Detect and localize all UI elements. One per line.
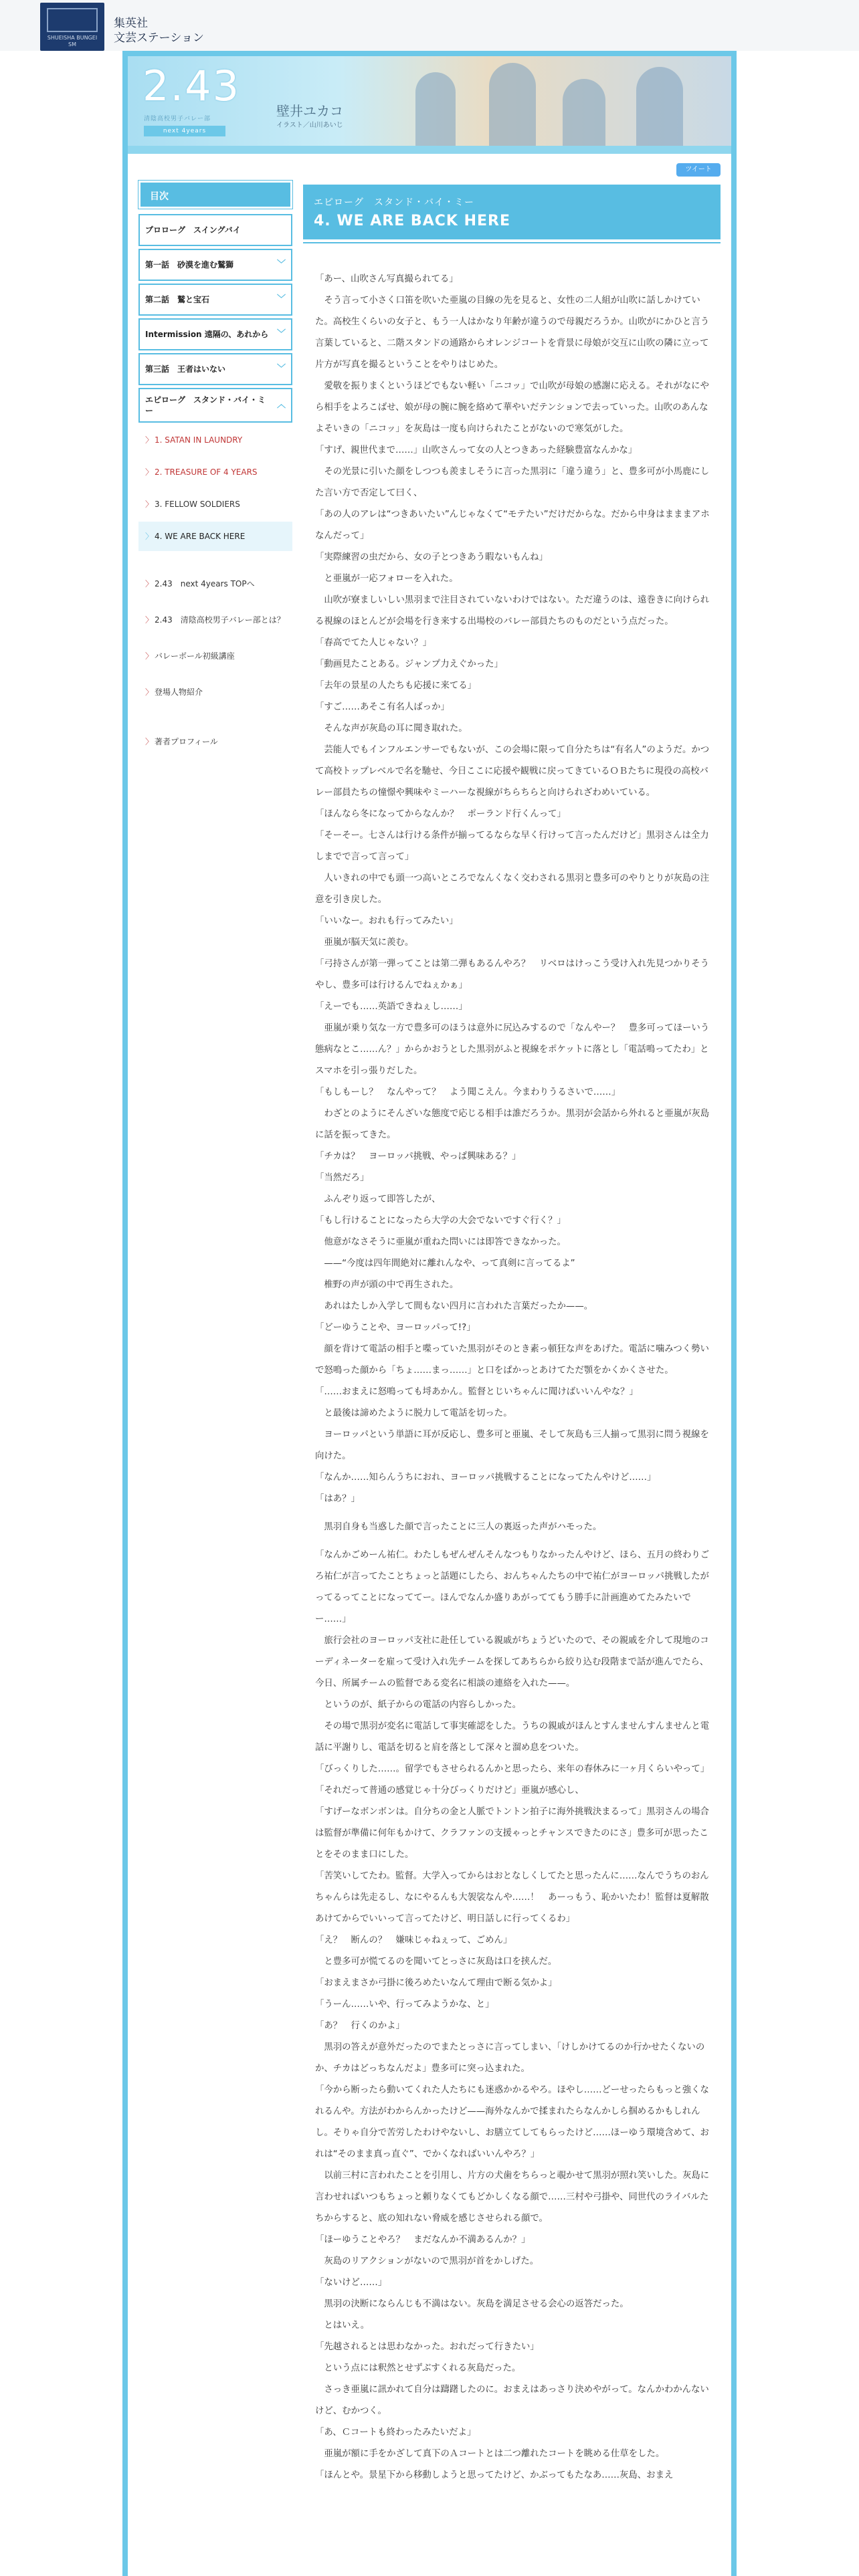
- story-paragraph: 「びっくりした……。留学でもさせられるんかと思ったら、来年の春休みに一ヶ月くらいやって」: [315, 1764, 710, 1774]
- page-body: [128, 56, 731, 2576]
- site-name-line1: 集英社: [114, 17, 148, 30]
- story-text: [315, 269, 710, 2486]
- story-paragraph: 「動画見たことある。ジャンプ力えぐかった」: [315, 659, 503, 669]
- toc-chapter-2[interactable]: [138, 284, 292, 316]
- story-paragraph: さっき亜嵐に訊かれて自分は躊躇したのに。おまえはあっさり決めやがって。なんかわかんないけど、むかつく。: [315, 2385, 709, 2416]
- toc-chapter-3[interactable]: [138, 353, 292, 385]
- main-band: [122, 51, 737, 2576]
- link-top[interactable]: [138, 567, 292, 601]
- story-paragraph: という点には釈然とせずぶすくれる灰島だった。: [315, 2363, 521, 2373]
- arrow-right-icon: 〉: [145, 579, 154, 588]
- story-paragraph: 椎野の声が頭の中で再生された。: [315, 1280, 459, 1290]
- story-paragraph: 「すげーなボンボンは。自分ちの金と人脈でトントン拍子に海外挑戦決まるって」黒羽さんの場合は監督が準備に何年もかけて、クラファンの支援ゃっとチャンスできたのにさ」豊多可が思ったことをそのまま口にした。: [315, 1807, 709, 1860]
- banner-figure: [563, 79, 605, 146]
- arrow-right-icon: 〉: [145, 500, 154, 509]
- story-paragraph: 黒羽自身も当惑した顔で言ったことに三人の裏返った声がハモった。: [315, 1522, 602, 1532]
- story-paragraph: 「なんか……知らんうちにおれ、ヨーロッパ挑戦することになってたんやけど……」: [315, 1473, 656, 1483]
- toc-chapter-label: 第三話 王者はいない: [145, 364, 226, 374]
- shueisha-logo[interactable]: [40, 3, 104, 51]
- story-paragraph: 亜嵐が脳天気に羨む。: [315, 938, 414, 948]
- arrow-right-icon: 〉: [145, 615, 154, 625]
- site-name-line2: 文芸ステーション: [114, 31, 204, 45]
- story-paragraph: 「あ？ 行くのかよ」: [315, 2021, 405, 2031]
- story-paragraph: 「そーそー。七さんは行ける条件が揃ってるならな早く行けって言ったんだけど」黒羽さんは全力しまでで言って言って」: [315, 831, 709, 862]
- story-paragraph: と最後は諦めたように脱力して電話を切った。: [315, 1408, 512, 1418]
- story-paragraph: わざとのようにそんざいな態度で応じる相手は誰だろうか。黒羽が会話から外れると亜嵐が灰島に話を振ってきた。: [315, 1109, 710, 1140]
- story-paragraph: 人いきれの中でも頭一つ高いところでなんくなく交わされる黒羽と豊多可のやりとりが灰島の注意を引き戻した。: [315, 873, 710, 905]
- story-paragraph: 「ほんなら冬になってからなんか？ ポーランド行くんって」: [315, 809, 566, 819]
- story-paragraph: 亜嵐が額に手をかざして真下のＡコートとは二つ離れたコートを眺める仕草をした。: [315, 2449, 665, 2459]
- story-paragraph: 「ほーゆうことやろ？ まだなんか不満あるんか？」: [315, 2235, 531, 2245]
- story-paragraph: 「え？ 断んの？ 嫌味じゃねぇって、ごめん」: [315, 1935, 512, 1945]
- story-paragraph: 「それだって普通の感覚じゃ十分びっくりだけど」亜嵐が感心し、: [315, 1786, 584, 1796]
- story-paragraph: 黒羽の答えが意外だったのでまたとっさに言ってしまい、「けしかけてるのか行かせたくないのか、チカはどっちなんだよ」豊多可に突っ込まれた。: [315, 2042, 705, 2074]
- story-paragraph: というのが、紙子からの電話の内容らしかった。: [315, 1700, 521, 1710]
- story-paragraph: 以前三村に言われたことを引用し、片方の犬歯をちらっと覗かせて黒羽が照れ笑いした。灰島に言わせればいつもちょっと頼りなくてもどかしくなる顔で……三村や弓掛や、同世代のライバルたちからすると、底の知れない脅威を感じさせられる顔で。: [315, 2171, 710, 2224]
- chapter-header: [303, 185, 721, 239]
- story-paragraph: 「えーでも……英語できねぇし……」: [315, 1002, 468, 1012]
- story-paragraph: 亜嵐が乗り気な一方で豊多可のほうは意外に尻込みするので「なんやー？ 豊多可ってほーいう態病なとこ……ん？」からかおうとした黒羽がふと視線をポケットに落とし「電話鳴ってたわ」とスマホを引っ張りだした。: [315, 1023, 710, 1076]
- story-paragraph: ふんぞり返って即答したが、: [315, 1194, 441, 1204]
- toc-sub-label: 3. FELLOW SOLDIERS: [155, 500, 240, 509]
- story-paragraph: 愛敬を振りまくというほどでもない軽い「ニコッ」で山吹が母娘の感謝に応える。それがなにやら相手をよろこばせ、娘が母の腕に腕を絡めて華やいだテンションで去っていった。山吹のあんなよそいきの「ニコッ」を灰島は一度も向けられたことがないので寒気がした。: [315, 381, 709, 434]
- story-paragraph: 「もし行けることになったら大学の大会でないですぐ行く？」: [315, 1216, 566, 1226]
- story-paragraph: 「どーゆうことや、ヨーロッパって!?」: [315, 1323, 476, 1333]
- story-paragraph: 「なんかごめーん祐仁。わたしもぜんぜんそんなつもりなかったんやけど、ほら、五月の終わりごろ祐仁が言ってたことちょっと話題にしたら、おんちゃんたちの中で祐仁がヨーロッパ挑戦したがってるってことになっててー。ほんでなんか盛りあがっててもう勝手に計画進めてたみたいでー……」: [315, 1550, 710, 1624]
- story-paragraph: 「春高でてた人じゃない？」: [315, 638, 432, 648]
- site-name[interactable]: [114, 16, 204, 45]
- story-paragraph: その場で黒羽が変名に電話して事実確認をした。うちの親戚がほんとすんませんすんませんと電話に平謝りし、電話を切ると肩を落として深々と溜め息をついた。: [315, 1721, 710, 1753]
- story-paragraph: 芸能人でもインフルエンサーでもないが、この会場に限って自分たちは“有名人”のようだ。かつて高校トップレベルで名を馳せ、今日ここに応援や観戦に戻ってきているＯＢたちに現役の高校バレー部員たちの憧憬や興味やミーハーな視線がちらちらと向けられざわめいている。: [315, 745, 710, 798]
- story-paragraph: 「チカは？ ヨーロッパ挑戦、やっぱ興味ある？」: [315, 1152, 521, 1162]
- toc-chapter-intermission[interactable]: [138, 318, 292, 350]
- chevron-up-icon: ︿: [276, 400, 286, 410]
- toc-chapter-1[interactable]: [138, 249, 292, 281]
- toc-sub-label: 2. TREASURE OF 4 YEARS: [155, 467, 258, 477]
- link-author-profile[interactable]: [138, 725, 292, 758]
- story-paragraph: 顔を背けて電話の相手と喋っていた黒羽がそのとき素っ頓狂な声をあげた。電話に噛みつく勢いで怒鳴った顔から「ちょ……まっ……」と口をぱかっとあけてただ顎をかくかくさせた。: [315, 1344, 709, 1376]
- story-paragraph: 黒羽の決断にならんじも不満はない。灰島を満足させる会心の返答だった。: [315, 2299, 629, 2309]
- toc-chapter-epilogue[interactable]: [138, 388, 292, 423]
- story-paragraph: 「実際練習の虫だから、女の子とつきあう暇ないもんね」: [315, 552, 548, 562]
- story-paragraph: 「先越されるとは思わなかった。おれだって行きたい」: [315, 2342, 539, 2352]
- story-paragraph: 「すご……あそこ有名人ばっか」: [315, 702, 450, 712]
- link-label: 登場人物紹介: [155, 687, 203, 697]
- divider: [303, 242, 721, 243]
- banner-figure: [489, 63, 536, 146]
- story-paragraph: 「いいなー。おれも行ってみたい」: [315, 916, 458, 926]
- story-paragraph: 灰島のリアクションがないので黒羽が首をかしげた。: [315, 2256, 539, 2266]
- toc-sub-item-3[interactable]: [138, 490, 292, 519]
- banner-next-tag: next 4years: [144, 126, 225, 136]
- tweet-button[interactable]: ツイート: [676, 163, 721, 177]
- toc-sub-label: 1. SATAN IN LAUNDRY: [155, 435, 243, 445]
- title-banner: [128, 56, 731, 146]
- toc-chapter-label: 第二話 鷲と宝石: [145, 295, 210, 304]
- arrow-right-icon: 〉: [145, 467, 154, 477]
- story-paragraph: 「すげ、親世代まで……」山吹さんって女の人とつきあった経験豊富なんかな」: [315, 445, 638, 455]
- toc-chapter-label: 第一話 砂漠を進む鷲獅: [145, 260, 234, 270]
- toc-sub-item-2[interactable]: [138, 457, 292, 487]
- story-paragraph: と豊多可が慌てるのを聞いてとっさに灰島は口を挟んだ。: [315, 1957, 557, 1967]
- toc-chapter-label: Intermission 遠隔の、あれから: [145, 330, 269, 339]
- story-paragraph: 「あー、山吹さん写真撮られてる」: [315, 274, 458, 284]
- story-paragraph: 「うーん……いや、行ってみようかな、と」: [315, 2000, 494, 2010]
- chevron-down-icon: ﹀: [276, 364, 286, 374]
- story-paragraph: ——“今度は四年間絶対に離れんなや、って真剣に言ってるよ”: [315, 1259, 575, 1269]
- link-volleyball-course[interactable]: [138, 639, 292, 673]
- link-label: バレーボール初級講座: [155, 651, 235, 661]
- banner-subtitle: 清陰高校男子バレー部: [144, 116, 211, 122]
- story-paragraph: そんな声が灰島の耳に聞き取れた。: [315, 724, 468, 734]
- toc-sub-item-4-current[interactable]: [138, 522, 292, 551]
- sidebar: [138, 181, 292, 758]
- story-paragraph: 「当然だろ」: [315, 1173, 369, 1183]
- banner-figure: [636, 67, 683, 146]
- toc-chapter-label: プロローグ スイングバイ: [145, 225, 241, 235]
- arrow-right-icon: 〉: [145, 737, 154, 746]
- banner-author: 壁井ユカコ: [276, 103, 343, 119]
- story-paragraph: 「苦笑いしてたわ。監督。大学入ってからはおとなしくしてたと思ったんに……なんでうちのおんちゃんらは先走るし、なにやるんも大袈裟なんや……！ あーっもう、恥かいたわ！監督は夏解散あけてからでいいって言ってたけど、明日話しに行ってくるわ」: [315, 1871, 709, 1924]
- story-paragraph: その光景に引いた顔をしつつも羨ましそうに言った黒羽に「違う違う」と、豊多可が小馬鹿にした言い方で否定して曰く、: [315, 467, 710, 498]
- story-paragraph: 他意がなさそうに亜嵐が重ねた問いには即答できなかった。: [315, 1237, 566, 1247]
- toc-chapter-label: エピローグ スタンド・バイ・ミー: [145, 395, 266, 415]
- link-label: 著者プロフィール: [155, 737, 218, 746]
- story-paragraph: と亜嵐が一応フォローを入れた。: [315, 574, 458, 584]
- toc-chapter-prologue[interactable]: [138, 214, 292, 246]
- story-paragraph: 「ないけど……」: [315, 2278, 387, 2288]
- link-label: 2.43 next 4years TOPへ: [155, 579, 255, 588]
- story-paragraph: 「去年の景星の人たちも応援に来てる」: [315, 681, 477, 691]
- link-about-team[interactable]: [138, 603, 292, 637]
- story-paragraph: 「……おまえに怒鳴っても埒あかん。監督とじいちゃんに聞けばいいんやな？」: [315, 1387, 638, 1397]
- story-paragraph: 「はあ？」: [315, 1494, 360, 1504]
- logo-mark-text: SHUEISHA BUNGEI SM: [47, 35, 98, 47]
- toc-sub-item-1[interactable]: [138, 425, 292, 455]
- chevron-down-icon: ﹀: [276, 259, 286, 270]
- link-characters[interactable]: [138, 675, 292, 709]
- story-paragraph: 「おまえまさか弓掛に後ろめたいなんて理由で断る気かよ」: [315, 1978, 557, 1988]
- toc-sub-label: 4. WE ARE BACK HERE: [155, 532, 246, 541]
- story-paragraph: 旅行会社のヨーロッパ支社に赴任している親戚がちょうどいたので、その親戚を介して現地のコーディネーターを雇って受け入れ先チームを探してあちらから絞り込む段階まで話が進んでたら、今日、所属チームの監督である変名に相談の連絡を入れた——。: [315, 1636, 709, 1689]
- arrow-right-icon: 〉: [145, 687, 154, 697]
- logo-frame: [47, 8, 98, 32]
- banner-bottom-strip: [128, 146, 731, 154]
- story-paragraph: 「今から断ったら動いてくれた人たちにも迷惑かかるやろ。ほやし……どーせったらもっと強くなれるんや。方法がわからんかったけど——海外なんかで揉まれたらなんかしら掴めるかもしれんし。そりゃ自分で苦労したわけやないし、お膳立てしてもらったけど……ほーゆう環境含めて、おれは“そのまま真っ直ぐ”、でかくなればいいんやろ？」: [315, 2085, 709, 2159]
- banner-title-number: 2.43: [142, 62, 241, 110]
- story-paragraph: 「弓持さんが第一弾ってことは第二弾もあるんやろ？ リベロはけっこう受け入れ先見つかりそうやし、豊多可は行けるんでねぇかぁ」: [315, 959, 709, 990]
- toc-title: 目次: [138, 181, 292, 209]
- chevron-down-icon: ﹀: [276, 329, 286, 339]
- site-header: [0, 0, 859, 51]
- story-paragraph: 「ほんとや。景星下から移動しようと思ってたけど、かぶってもたなあ……灰島、おまえ: [315, 2470, 674, 2480]
- arrow-right-icon: 〉: [145, 651, 154, 661]
- story-paragraph: ヨーロッパという単語に耳が反応し、豊多可と亜嵐、そして灰島も三人揃って黒羽に問う視線を向けた。: [315, 1430, 709, 1461]
- story-paragraph: そう言って小さく口笛を吹いた亜嵐の目線の先を見ると、女性の二人組が山吹に話しかけていた。高校生くらいの女子と、もう一人はかなり年齢が違うので母親だろうか。山吹がにかひと言う言葉していると、二階スタンドの通路からオレンジコートを背景に母娘が交互に山吹の隣に立って片方が写真を撮るということをやりはじめた。: [315, 296, 710, 370]
- story-paragraph: 「もしもーし？ なんやって？ よう聞こえん。今まわりうるさいで……」: [315, 1087, 621, 1097]
- arrow-right-icon: 〉: [145, 532, 154, 541]
- chapter-title-en: 4. WE ARE BACK HERE: [314, 213, 510, 229]
- chevron-down-icon: ﹀: [276, 294, 286, 304]
- story-paragraph: あれはたしか入学して間もない四月に言われた言葉だったか——。: [315, 1301, 593, 1311]
- arrow-right-icon: 〉: [145, 435, 154, 445]
- banner-illustrator: イラスト／山川あいじ: [276, 122, 343, 129]
- story-paragraph: とはいえ。: [315, 2321, 370, 2331]
- chapter-title-jp: エピローグ スタンド・バイ・ミー: [314, 197, 474, 208]
- story-paragraph: 山吹が寮ましいしい黒羽まで注目されていないわけではない。ただ違うのは、遠巻きに向けられる視線のほとんどが会場を行き来する出場校のバレー部員たちのものだという点だった。: [315, 595, 710, 627]
- story-paragraph: 「あ、Ｃコートも終わったみたいだよ」: [315, 2428, 476, 2438]
- story-paragraph: 「あの人のアレは“つきあいたい”んじゃなくて“モテたい”だけだからな。だから中身はまままアホなんだって」: [315, 510, 710, 541]
- banner-figure: [415, 72, 456, 146]
- link-label: 2.43 清陰高校男子バレー部とは？: [155, 615, 285, 625]
